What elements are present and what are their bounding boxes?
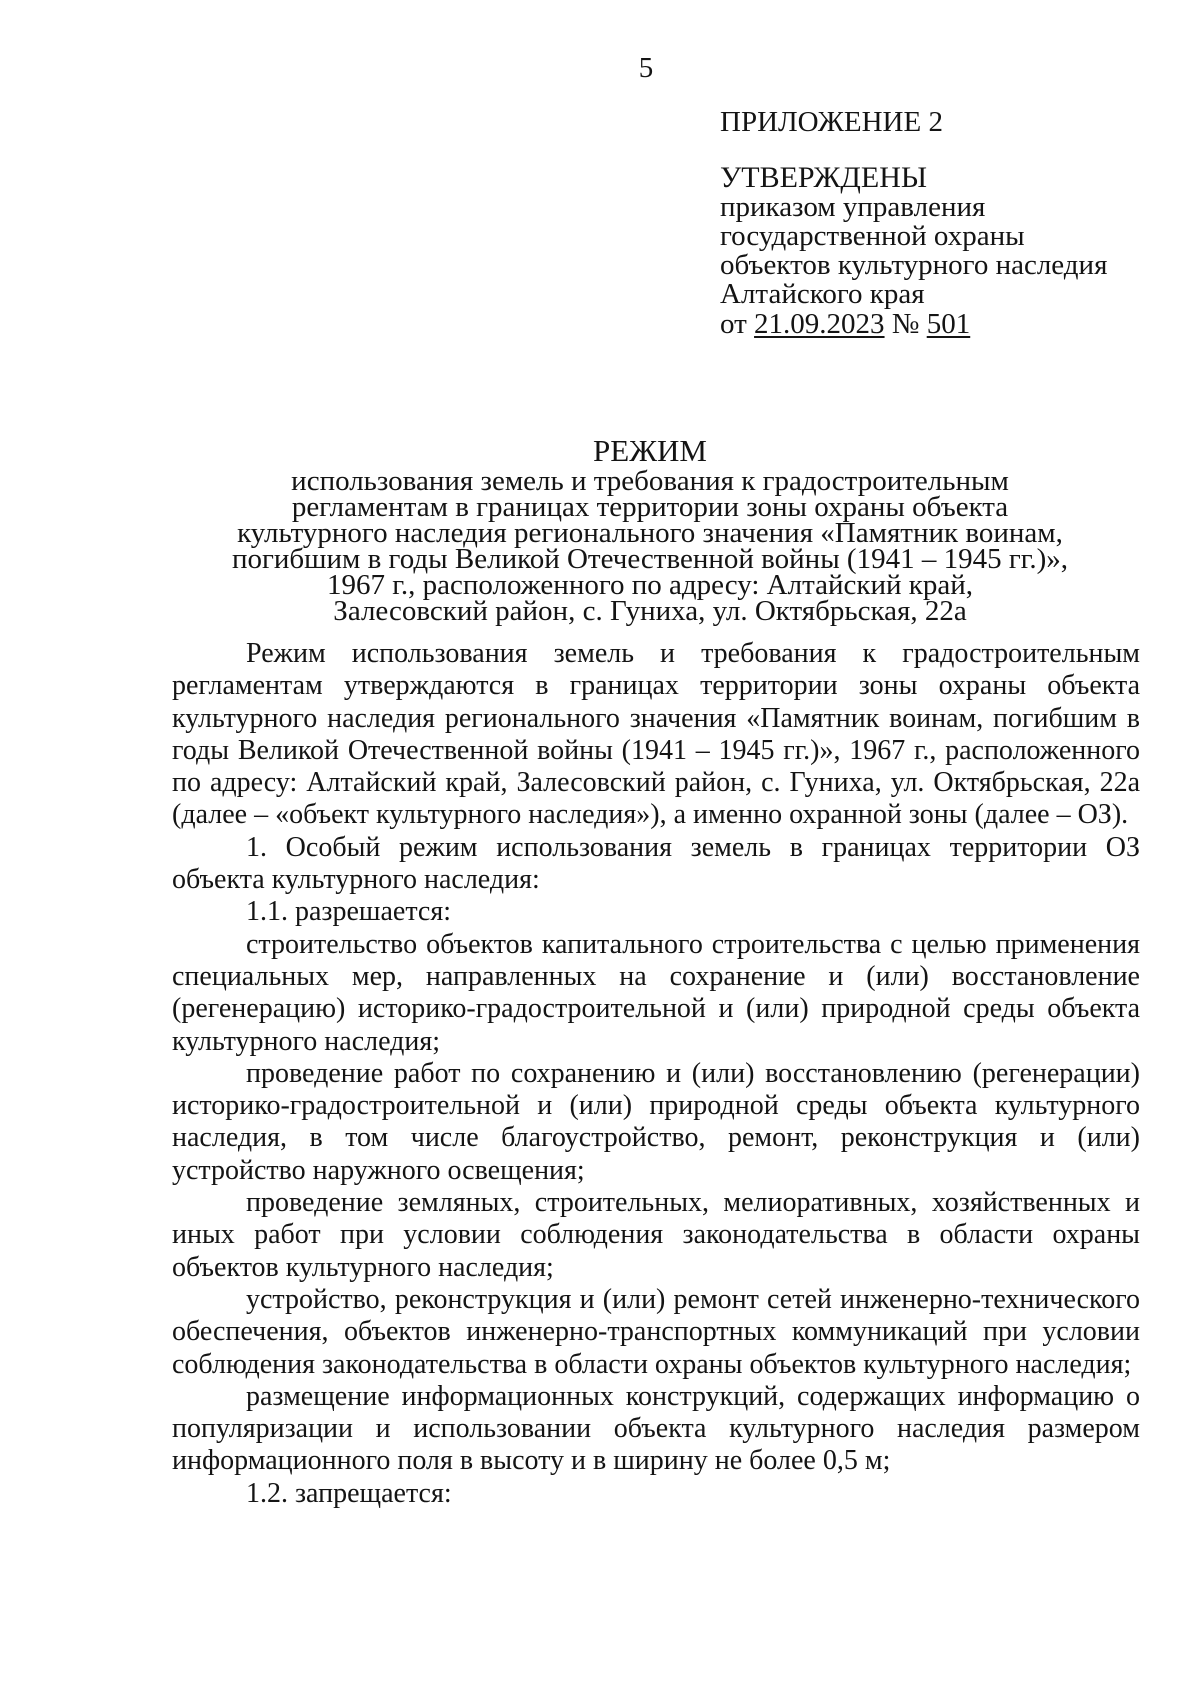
order-date-line [720, 309, 1180, 340]
allowed-item: размещение информационных конструкций, содержащих информацию о популяризации и использовании объекта культурного наследия размером информационного поля в высоту и в ширину не более 0,5 м; [172, 1380, 1140, 1477]
order-number: 501 [926, 308, 971, 340]
document-title [200, 433, 1100, 627]
order-line: государственной охраны [720, 220, 1025, 252]
page-number: 5 [638, 52, 654, 84]
title-line: культурного наследия регионального значения «Памятник воинам, [237, 517, 1063, 549]
title-heading: РЕЖИМ [593, 433, 707, 468]
title-line: использования земель и требования к градостроительным [291, 465, 1009, 497]
number-prefix: № [891, 308, 920, 340]
approval-block [720, 108, 1180, 340]
title-line: 1967 г., расположенного по адресу: Алтайский край, [327, 569, 973, 601]
order-date: 21.09.2023 [754, 308, 885, 340]
title-line: регламентам в границах территории зоны охраны объекта [291, 491, 1009, 523]
allowed-item: строительство объектов капитального строительства с целью применения специальных мер, направленных на сохранение и (или) восстановление (регенерацию) историко-градостроительной и (или) природной среды объекта культурного наследия; [172, 928, 1140, 1057]
date-prefix: от [720, 308, 747, 340]
title-line: погибшим в годы Великой Отечественной войны (1941 – 1945 гг.)», [231, 543, 1069, 575]
section-1-2: 1.2. запрещается: [246, 1477, 452, 1509]
approved-label: УТВЕРЖДЕНЫ [720, 161, 928, 194]
order-line: Алтайского края [720, 278, 925, 310]
appendix-label: ПРИЛОЖЕНИЕ 2 [720, 106, 943, 138]
section-1-1: 1.1. разрешается: [246, 896, 451, 928]
intro-paragraph: Режим использования земель и требования к градостроительным регламентам утверждаются в границах территории зоны охраны объекта культурного наследия регионального значения «Памятник воинам, погибшим в годы Великой Отечественной войны (1941 – 1945 гг.)», 1967 г., расположенного по адресу: Алтайский край, Залесовский район, с. Гуниха, ул. Октябрьская, 22а (далее – «объект культурного наследия»), а именно охранной зоны (далее – ОЗ). [172, 638, 1140, 831]
document-body [172, 638, 1140, 1510]
order-line: приказом управления [720, 191, 986, 223]
title-line: Залесовский район, с. Гуниха, ул. Октябрьская, 22а [333, 595, 967, 627]
section-1: 1. Особый режим использования земель в границах территории ОЗ объекта культурного наследия: [172, 831, 1140, 896]
allowed-item: проведение земляных, строительных, мелиоративных, хозяйственных и иных работ при условии соблюдения законодательства в области охраны объектов культурного наследия; [172, 1187, 1140, 1283]
allowed-item: устройство, реконструкция и (или) ремонт сетей инженерно-технического обеспечения, объектов инженерно-транспортных коммуникаций при условии соблюдения законодательства в области охраны объектов культурного наследия; [172, 1283, 1140, 1380]
allowed-item: проведение работ по сохранению и (или) восстановлению (регенерации) историко-градостроительной и (или) природной среды объекта культурного наследия, в том числе благоустройство, ремонт, реконструкция и (или) устройство наружного освещения; [172, 1057, 1140, 1186]
order-line: объектов культурного наследия [720, 249, 1108, 281]
